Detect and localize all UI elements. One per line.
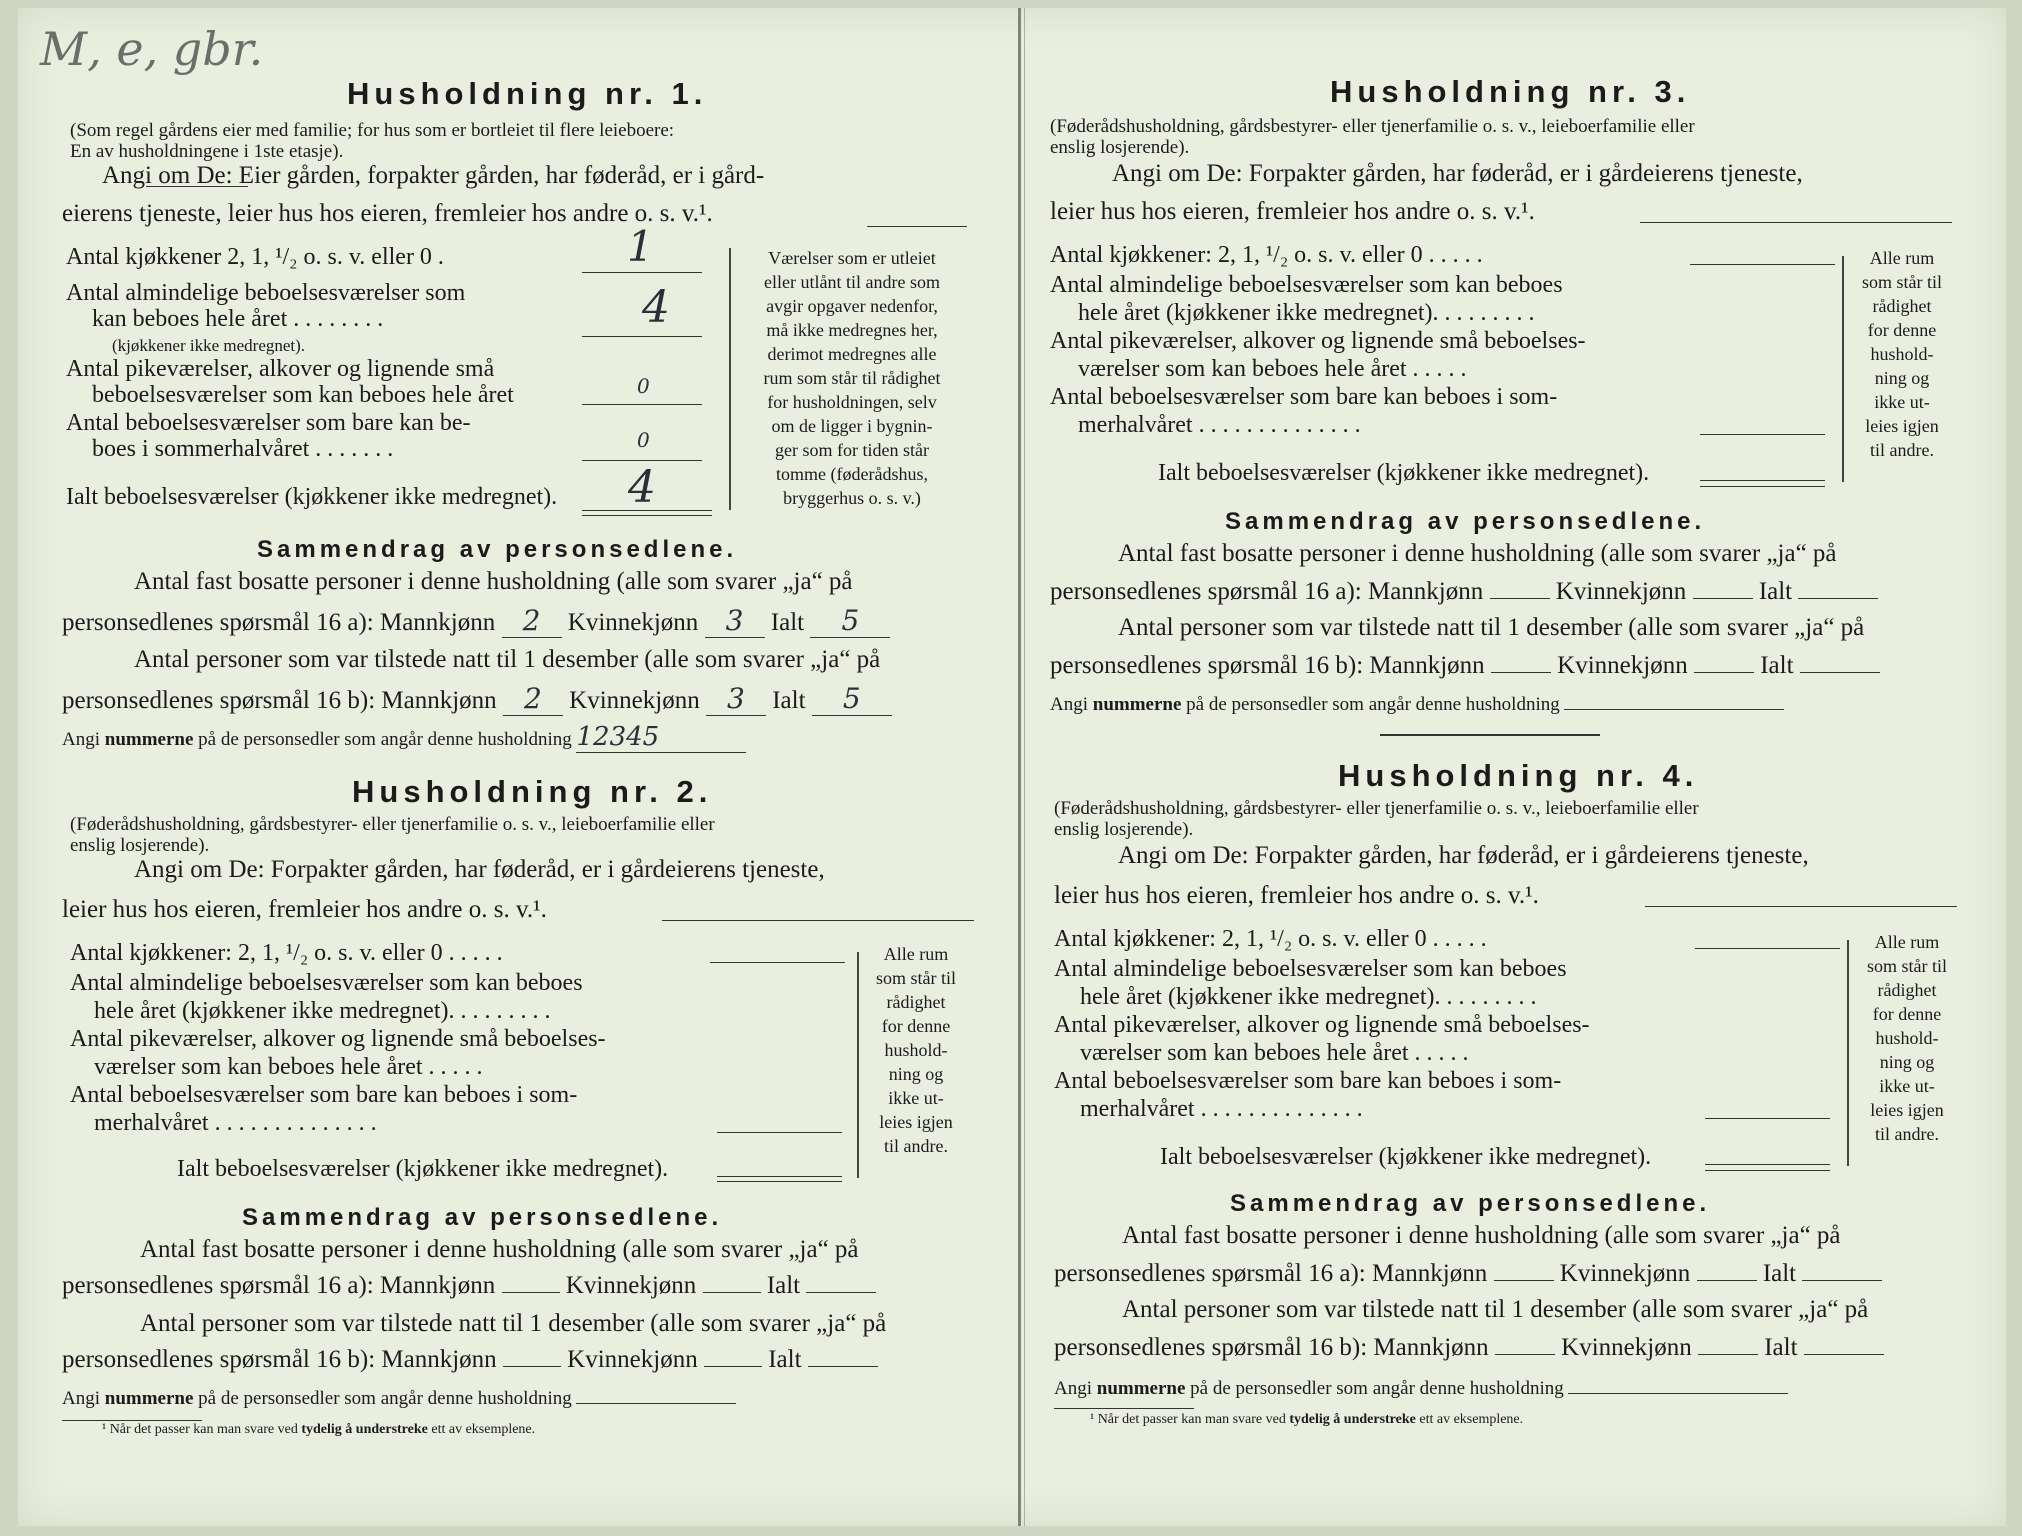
household-2-resident-female-label: Kvinnekjønn bbox=[565, 1272, 697, 1299]
household-3-summary-resident-line1: Antal fast bosatte personer i denne husholdning (alle som svarer „ja“ på bbox=[1118, 540, 1837, 567]
h3-side-note-line: ikke ut- bbox=[1874, 392, 1930, 412]
h1-side-note-line: eller utlånt til andre som bbox=[764, 272, 940, 292]
household-1-resident-total-label: Ialt bbox=[770, 609, 805, 636]
household-2-summer-rooms-label1: Antal beboelsesværelser som bare kan beboes i som- bbox=[70, 1082, 578, 1108]
household-4-present-total-label: Ialt bbox=[1764, 1334, 1798, 1361]
household-3-angi-line2: leier hus hos eieren, fremleier hos andre o. s. v.¹. bbox=[1050, 198, 1535, 225]
household-1-present-total-label: Ialt bbox=[772, 687, 806, 714]
household-1-summary-title: Sammendrag av personsedlene. bbox=[257, 536, 738, 563]
household-1-note-line2: En av husholdningene i 1ste etasje). bbox=[70, 141, 344, 162]
household-4-resident-male-label: personsedlenes spørsmål 16 a): Mannkjønn bbox=[1054, 1260, 1488, 1287]
household-4-summary-title: Sammendrag av personsedlene. bbox=[1230, 1190, 1711, 1217]
household-4-numbers-line bbox=[1054, 1378, 1788, 1400]
household-1-summary-present-line2 bbox=[62, 682, 892, 716]
household-4-angi-line1: Angi om De: Forpakter gården, har føderåd, er i gårdeierens tjeneste, bbox=[1118, 842, 1809, 869]
household-2-footnote bbox=[102, 1422, 535, 1438]
household-2-maid-rooms-label1: Antal pikeværelser, alkover og lignende små beboelses- bbox=[70, 1026, 606, 1052]
h4-side-note-line: ikke ut- bbox=[1879, 1076, 1935, 1096]
h3-side-note-line: leies igjen bbox=[1865, 416, 1939, 436]
household-3-side-note bbox=[1848, 246, 1956, 462]
page-fold bbox=[1018, 8, 1021, 1526]
household-3-present-female-label: Kvinnekjønn bbox=[1557, 652, 1688, 679]
household-3-kitchens-label: Antal kjøkkener: 2, 1, ¹/₂ o. s. v. eller 0 . . . . . bbox=[1050, 242, 1483, 268]
household-1-numbers-pre: Angi bbox=[62, 729, 100, 750]
household-2-summary-present-line2 bbox=[62, 1346, 878, 1374]
household-3-present-total-label: Ialt bbox=[1760, 652, 1794, 679]
household-3-resident-male-label: personsedlenes spørsmål 16 a): Mannkjønn bbox=[1050, 578, 1484, 605]
household-3-total-rooms-label: Ialt beboelsesværelser (kjøkkener ikke medregnet). bbox=[1158, 460, 1650, 486]
household-1-ordinary-rooms-label3: (kjøkkener ikke medregnet). bbox=[112, 336, 306, 355]
household-4-maid-rooms-label1: Antal pikeværelser, alkover og lignende små beboelses- bbox=[1054, 1012, 1590, 1038]
footnote-left-bold: tydelig å understreke bbox=[301, 1422, 428, 1437]
household-1-angi-line1: Angi om De: Eier gården, forpakter gården, har føderåd, er i gård- bbox=[102, 162, 765, 189]
household-3-note-line2: enslig losjerende). bbox=[1050, 137, 1190, 158]
household-3-resident-female-label: Kvinnekjønn bbox=[1555, 578, 1687, 605]
household-2-resident-male-label: personsedlenes spørsmål 16 a): Mannkjønn bbox=[62, 1272, 496, 1299]
household-3-summary-present-line2 bbox=[1050, 652, 1880, 680]
h2-side-note-line: leies igjen bbox=[879, 1112, 953, 1132]
h2-side-note-line: for denne bbox=[881, 1016, 951, 1036]
h2-side-note-line: som står til bbox=[876, 968, 956, 988]
household-3-summer-rooms-label1: Antal beboelsesværelser som bare kan beboes i som- bbox=[1050, 384, 1558, 410]
h4-side-note-line: ning og bbox=[1879, 1052, 1935, 1072]
household-4-ordinary-rooms-label2: hele året (kjøkkener ikke medregnet). . . . . . . . . bbox=[1080, 984, 1537, 1010]
h2-side-note-line: ning og bbox=[888, 1064, 944, 1084]
household-1-side-note bbox=[734, 246, 970, 510]
household-2-numbers-pre: Angi bbox=[62, 1388, 100, 1409]
household-2-present-male-label: personsedlenes spørsmål 16 b): Mannkjønn bbox=[62, 1346, 497, 1373]
h4-side-note-line: hushold- bbox=[1875, 1028, 1939, 1048]
household-1-total-rooms-label: Ialt beboelsesværelser (kjøkkener ikke medregnet). bbox=[66, 484, 558, 510]
household-1-note-line1: (Som regel gårdens eier med familie; for hus som er bortleiet til flere leieboere: bbox=[70, 120, 675, 141]
h1-side-note-line: om de ligger i bygnin- bbox=[771, 416, 933, 436]
h4-side-note-line: leies igjen bbox=[1870, 1100, 1944, 1120]
household-2-present-total-label: Ialt bbox=[768, 1346, 802, 1373]
household-2-angi-line2: leier hus hos eieren, fremleier hos andre o. s. v.¹. bbox=[62, 896, 547, 923]
household-3-numbers-pre: Angi bbox=[1050, 694, 1088, 715]
household-4-present-male-label: personsedlenes spørsmål 16 b): Mannkjønn bbox=[1054, 1334, 1489, 1361]
household-2-angi-line1: Angi om De: Forpakter gården, har føderåd, er i gårdeierens tjeneste, bbox=[134, 856, 825, 883]
household-2-summary-present-line1: Antal personer som var tilstede natt til 1 desember (alle som svarer „ja“ på bbox=[140, 1310, 887, 1337]
household-2-numbers-line bbox=[62, 1388, 736, 1410]
h2-side-note-line: ikke ut- bbox=[888, 1088, 944, 1108]
h2-side-note-line: Alle rum bbox=[883, 944, 949, 964]
household-1-total-rooms-value: 4 bbox=[628, 462, 656, 513]
household-1-summer-rooms-label1: Antal beboelsesværelser som bare kan be- bbox=[66, 410, 471, 436]
h3-side-note-line: for denne bbox=[1867, 320, 1937, 340]
household-3-present-male-label: personsedlenes spørsmål 16 b): Mannkjønn bbox=[1050, 652, 1485, 679]
household-4-summary-present-line2 bbox=[1054, 1334, 1884, 1362]
household-4-footnote bbox=[1090, 1412, 1523, 1428]
household-1-present-total-value: 5 bbox=[812, 682, 892, 716]
household-1-present-female-label: Kvinnekjønn bbox=[569, 687, 700, 714]
h1-side-note-line: må ikke medregnes her, bbox=[766, 320, 938, 340]
household-1-maid-rooms-label1: Antal pikeværelser, alkover og lignende små bbox=[66, 356, 495, 382]
household-4-summer-rooms-label1: Antal beboelsesværelser som bare kan beboes i som- bbox=[1054, 1068, 1562, 1094]
household-3-maid-rooms-label2: værelser som kan beboes hele året . . . . . bbox=[1078, 356, 1467, 382]
household-1-title: Husholdning nr. 1. bbox=[347, 76, 708, 111]
household-3-numbers-bold: nummerne bbox=[1092, 694, 1182, 715]
household-2-note-line1: (Føderådshusholdning, gårdsbestyrer- eller tjenerfamilie o. s. v., leieboerfamilie eller bbox=[70, 814, 715, 835]
household-3-title: Husholdning nr. 3. bbox=[1330, 74, 1691, 109]
h4-side-note-line: rådighet bbox=[1877, 980, 1937, 1000]
household-1-resident-male-label: personsedlenes spørsmål 16 a): Mannkjønn bbox=[62, 609, 496, 636]
household-2-ordinary-rooms-label2: hele året (kjøkkener ikke medregnet). . . . . . . . . bbox=[94, 998, 551, 1024]
household-1-angi-line2: eierens tjeneste, leier hus hos eieren, fremleier hos andre o. s. v.¹. bbox=[62, 200, 713, 227]
household-3-summer-rooms-label2: merhalvåret . . . . . . . . . . . . . . bbox=[1078, 412, 1361, 438]
household-2-side-note bbox=[862, 942, 970, 1158]
h3-side-note-line: til andre. bbox=[1870, 440, 1934, 460]
footnote-left-post: ett av eksemplene. bbox=[431, 1422, 536, 1437]
household-4-present-female-label: Kvinnekjønn bbox=[1561, 1334, 1692, 1361]
h2-side-note-line: rådighet bbox=[886, 992, 946, 1012]
household-1-ordinary-rooms-label1: Antal almindelige beboelsesværelser som bbox=[66, 280, 466, 306]
household-1-resident-female-label: Kvinnekjønn bbox=[567, 609, 699, 636]
household-1-summer-rooms-label2: boes i sommerhalvåret . . . . . . . bbox=[92, 436, 394, 462]
household-3-maid-rooms-label1: Antal pikeværelser, alkover og lignende små beboelses- bbox=[1050, 328, 1586, 354]
household-4-summary-present-line1: Antal personer som var tilstede natt til 1 desember (alle som svarer „ja“ på bbox=[1122, 1296, 1869, 1323]
h1-side-note-line: Værelser som er utleiet bbox=[768, 248, 936, 268]
household-2-summary-title: Sammendrag av personsedlene. bbox=[242, 1204, 723, 1231]
household-1-summer-rooms-value: 0 bbox=[637, 428, 650, 452]
household-1-numbers-value: 12345 bbox=[576, 722, 746, 753]
household-3-summary-resident-line2 bbox=[1050, 578, 1878, 606]
household-2-summary-resident-line1: Antal fast bosatte personer i denne husholdning (alle som svarer „ja“ på bbox=[140, 1236, 859, 1263]
household-4-total-rooms-label: Ialt beboelsesværelser (kjøkkener ikke medregnet). bbox=[1160, 1144, 1652, 1170]
household-2-title: Husholdning nr. 2. bbox=[352, 774, 713, 809]
household-4-note-line1: (Føderådshusholdning, gårdsbestyrer- eller tjenerfamilie o. s. v., leieboerfamilie eller bbox=[1054, 798, 1699, 819]
h3-side-note-line: som står til bbox=[1862, 272, 1942, 292]
household-1-numbers-bold: nummerne bbox=[104, 729, 194, 750]
household-3-summary-title: Sammendrag av personsedlene. bbox=[1225, 508, 1706, 535]
h3-side-note-line: hushold- bbox=[1870, 344, 1934, 364]
household-4-angi-line2: leier hus hos eieren, fremleier hos andre o. s. v.¹. bbox=[1054, 882, 1539, 909]
h4-side-note-line: til andre. bbox=[1875, 1124, 1939, 1144]
household-3-summary-present-line1: Antal personer som var tilstede natt til 1 desember (alle som svarer „ja“ på bbox=[1118, 614, 1865, 641]
household-2-ordinary-rooms-label1: Antal almindelige beboelsesværelser som kan beboes bbox=[70, 970, 583, 996]
household-3-numbers-line bbox=[1050, 694, 1784, 716]
household-1-ordinary-rooms-value: 4 bbox=[642, 282, 670, 333]
household-1-ordinary-rooms-label2: kan beboes hele året . . . . . . . . bbox=[92, 306, 384, 332]
h4-side-note-line: for denne bbox=[1872, 1004, 1942, 1024]
household-4-summer-rooms-label2: merhalvåret . . . . . . . . . . . . . . bbox=[1080, 1096, 1363, 1122]
household-1-summary-resident-line2 bbox=[62, 604, 890, 638]
household-2-note bbox=[70, 814, 975, 856]
h4-side-note-line: som står til bbox=[1867, 956, 1947, 976]
household-1-maid-rooms-value: 0 bbox=[637, 374, 650, 398]
household-1-numbers-line bbox=[62, 722, 746, 753]
household-2-note-line2: enslig losjerende). bbox=[70, 835, 210, 856]
h1-side-note-line: tomme (føderådshus, bbox=[776, 464, 928, 484]
household-2-numbers-bold: nummerne bbox=[104, 1388, 194, 1409]
h2-side-note-line: til andre. bbox=[884, 1136, 948, 1156]
household-1-resident-male-value: 2 bbox=[502, 604, 562, 638]
household-3-numbers-post: på de personsedler som angår denne husholdning bbox=[1186, 694, 1560, 715]
h1-side-note-line: derimot medregnes alle bbox=[767, 344, 937, 364]
household-2-summer-rooms-label2: merhalvåret . . . . . . . . . . . . . . bbox=[94, 1110, 377, 1136]
household-4-resident-total-label: Ialt bbox=[1762, 1260, 1797, 1287]
household-4-side-note bbox=[1853, 930, 1961, 1146]
household-2-present-female-label: Kvinnekjønn bbox=[567, 1346, 698, 1373]
household-4-ordinary-rooms-label1: Antal almindelige beboelsesværelser som kan beboes bbox=[1054, 956, 1567, 982]
household-3-note bbox=[1050, 116, 1955, 158]
household-1-kitchens-label: Antal kjøkkener 2, 1, ¹/₂ o. s. v. eller 0 . bbox=[66, 244, 444, 270]
household-1-summary-present-line1: Antal personer som var tilstede natt til 1 desember (alle som svarer „ja“ på bbox=[134, 646, 881, 673]
household-1-kitchens-value: 1 bbox=[627, 222, 654, 271]
household-1-resident-female-value: 3 bbox=[705, 604, 765, 638]
household-4-resident-female-label: Kvinnekjønn bbox=[1559, 1260, 1691, 1287]
h1-side-note-line: bryggerhus o. s. v.) bbox=[783, 488, 921, 508]
household-3-ordinary-rooms-label2: hele året (kjøkkener ikke medregnet). . . . . . . . . bbox=[1078, 300, 1535, 326]
h3-side-note-line: ning og bbox=[1874, 368, 1930, 388]
footnote-right-pre: ¹ Når det passer kan man svare ved bbox=[1090, 1412, 1286, 1427]
h1-side-note-line: for husholdningen, selv bbox=[767, 392, 937, 412]
household-3-ordinary-rooms-label1: Antal almindelige beboelsesværelser som kan beboes bbox=[1050, 272, 1563, 298]
household-4-title: Husholdning nr. 4. bbox=[1338, 758, 1699, 793]
household-4-note-line2: enslig losjerende). bbox=[1054, 819, 1194, 840]
household-4-summary-resident-line1: Antal fast bosatte personer i denne husholdning (alle som svarer „ja“ på bbox=[1122, 1222, 1841, 1249]
corner-handwritten-note: M, e, gbr. bbox=[40, 22, 264, 76]
h2-side-note-line: hushold- bbox=[884, 1040, 948, 1060]
h3-side-note-line: rådighet bbox=[1872, 296, 1932, 316]
household-2-total-rooms-label: Ialt beboelsesværelser (kjøkkener ikke medregnet). bbox=[177, 1156, 669, 1182]
h1-side-note-line: avgir opgaver nedenfor, bbox=[766, 296, 938, 316]
household-2-summary-resident-line2 bbox=[62, 1272, 876, 1300]
household-1-numbers-post: på de personsedler som angår denne husholdning bbox=[198, 729, 572, 750]
h4-side-note-line: Alle rum bbox=[1874, 932, 1940, 952]
household-4-summary-resident-line2 bbox=[1054, 1260, 1882, 1288]
h1-side-note-line: ger som for tiden står bbox=[775, 440, 929, 460]
household-4-numbers-bold: nummerne bbox=[1096, 1378, 1186, 1399]
household-2-kitchens-label: Antal kjøkkener: 2, 1, ¹/₂ o. s. v. eller 0 . . . . . bbox=[70, 940, 503, 966]
household-4-numbers-pre: Angi bbox=[1054, 1378, 1092, 1399]
household-1-summary-resident-line1: Antal fast bosatte personer i denne husholdning (alle som svarer „ja“ på bbox=[134, 568, 853, 595]
footnote-left-pre: ¹ Når det passer kan man svare ved bbox=[102, 1422, 298, 1437]
household-1-present-male-label: personsedlenes spørsmål 16 b): Mannkjønn bbox=[62, 687, 497, 714]
household-3-resident-total-label: Ialt bbox=[1758, 578, 1793, 605]
household-4-numbers-post: på de personsedler som angår denne husholdning bbox=[1190, 1378, 1564, 1399]
household-2-maid-rooms-label2: værelser som kan beboes hele året . . . . . bbox=[94, 1054, 483, 1080]
household-4-kitchens-label: Antal kjøkkener: 2, 1, ¹/₂ o. s. v. eller 0 . . . . . bbox=[1054, 926, 1487, 952]
household-1-present-male-value: 2 bbox=[503, 682, 563, 716]
household-2-numbers-post: på de personsedler som angår denne husholdning bbox=[198, 1388, 572, 1409]
household-4-maid-rooms-label2: værelser som kan beboes hele året . . . . . bbox=[1080, 1040, 1469, 1066]
page-fold-shadow bbox=[1024, 8, 1025, 1526]
household-1-resident-total-value: 5 bbox=[810, 604, 890, 638]
footnote-right-post: ett av eksemplene. bbox=[1419, 1412, 1524, 1427]
h3-side-note-line: Alle rum bbox=[1869, 248, 1935, 268]
footnote-right-bold: tydelig å understreke bbox=[1289, 1412, 1416, 1427]
h1-side-note-line: rum som står til rådighet bbox=[763, 368, 941, 388]
household-1-present-female-value: 3 bbox=[706, 682, 766, 716]
household-4-note bbox=[1054, 798, 1959, 840]
household-1-maid-rooms-label2: beboelsesværelser som kan beboes hele året bbox=[92, 382, 514, 408]
household-2-resident-total-label: Ialt bbox=[766, 1272, 801, 1299]
household-3-angi-line1: Angi om De: Forpakter gården, har føderåd, er i gårdeierens tjeneste, bbox=[1112, 160, 1803, 187]
household-3-note-line1: (Føderådshusholdning, gårdsbestyrer- eller tjenerfamilie o. s. v., leieboerfamilie eller bbox=[1050, 116, 1695, 137]
household-1-note bbox=[70, 120, 975, 162]
